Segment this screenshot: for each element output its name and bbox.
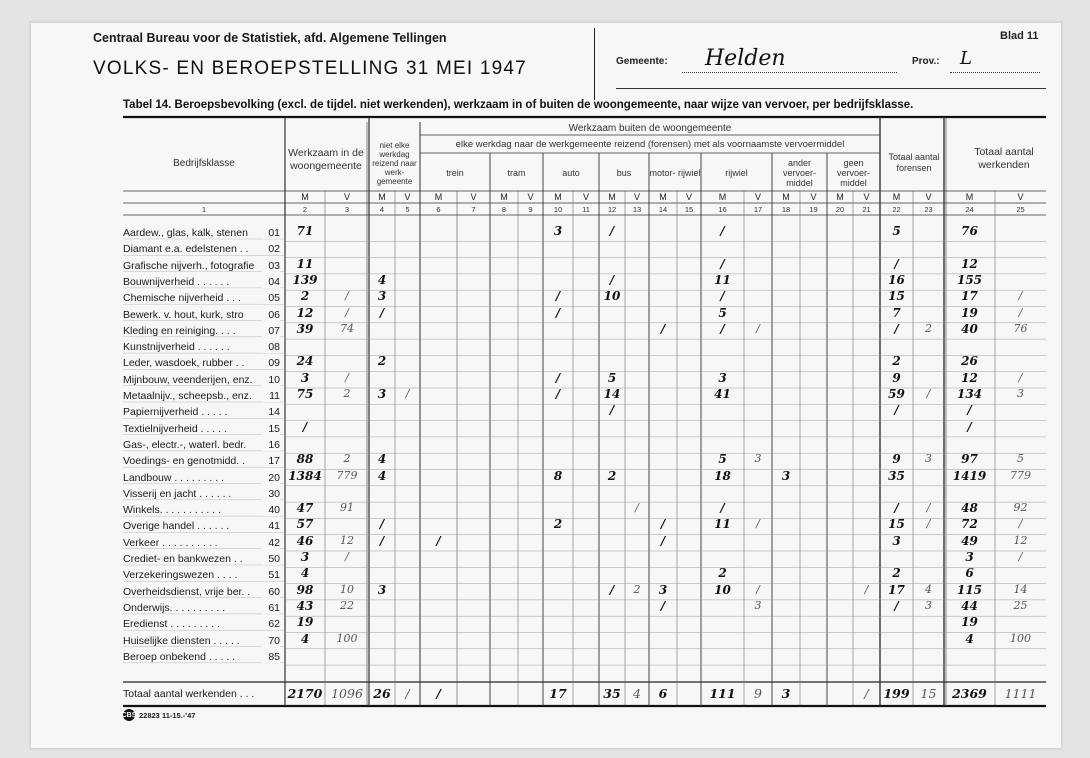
sex-label-v: V <box>685 192 692 202</box>
row-label: Huiselijke diensten . . . . . <box>123 634 240 647</box>
table-cell-value: / <box>926 517 931 531</box>
sex-label-m: M <box>718 192 727 202</box>
row-code: 51 <box>262 569 280 581</box>
total-cell-value: / <box>405 686 410 701</box>
row-code: 04 <box>262 276 280 288</box>
table-cell-value: 11 <box>296 256 314 271</box>
table-cell-value: 5 <box>718 305 727 320</box>
header-trein: trein <box>446 168 464 178</box>
total-cell-value: 1096 <box>331 686 363 701</box>
table-cell-value: / <box>345 550 349 563</box>
row-code: 07 <box>262 325 280 337</box>
table-cell-value: / <box>720 321 725 336</box>
sex-label-v: V <box>810 192 817 202</box>
row-label: Visserij en jacht . . . . . . <box>123 487 232 500</box>
row-label: Verkeer . . . . . . . . . . <box>123 536 218 549</box>
table-title: Tabel 14. Beroepsbevolking (excl. de tijdel. niet werkenden), werkzaam in of buiten de woongemeente, naar wijze van vervoer, per bedrijfsklasse. <box>123 99 914 111</box>
gemeente-label: Gemeente: <box>616 56 668 67</box>
sex-label-m: M <box>659 192 667 202</box>
row-label: Chemische nijverheid . . . <box>123 292 241 305</box>
table-cell-value: / <box>660 533 666 548</box>
row-code: 20 <box>262 472 280 484</box>
table-cell-value: / <box>894 256 899 271</box>
table-cell-value: 3 <box>754 598 762 612</box>
row-code: 70 <box>262 635 280 647</box>
table-cell-value: / <box>1018 289 1023 303</box>
total-cell-value: 17 <box>549 686 567 701</box>
sex-label-v: V <box>1017 192 1024 202</box>
row-label: Crediet- en bankwezen . . <box>123 553 243 565</box>
table-cell-value: / <box>302 419 308 434</box>
table-cell-value: / <box>894 598 899 613</box>
table-cell-value: 40 <box>961 321 978 336</box>
table-cell-value: 12 <box>961 370 978 385</box>
table-cell-value: 88 <box>296 452 314 467</box>
total-cell-value: / <box>436 686 441 701</box>
total-cell-value: 6 <box>658 686 668 701</box>
table-cell-value: 2 <box>553 517 563 532</box>
table-cell-value: 10 <box>340 582 354 596</box>
row-label: Onderwijs. . . . . . . . . . <box>123 601 226 614</box>
table-cell-value: / <box>609 224 615 238</box>
row-code: 16 <box>262 439 280 451</box>
table-cell-value: 3 <box>925 452 932 466</box>
row-label: Kleding en reiniging. . . . <box>123 324 236 337</box>
row-label: Textielnijverheid . . . . . <box>123 422 227 435</box>
table-cell-value: 59 <box>888 387 905 401</box>
table-cell-value: 6 <box>965 566 974 581</box>
table-cell-value: 72 <box>961 517 978 532</box>
row-label: Papiernijverheid . . . . . <box>123 406 228 419</box>
table-cell-value: / <box>379 517 385 532</box>
table-cell-value: / <box>405 387 410 400</box>
column-number: 11 <box>582 205 590 214</box>
table-cell-value: 8 <box>553 468 563 483</box>
table-cell-value: 92 <box>1013 501 1028 515</box>
row-label: Overheidsdienst, vrije ber. . <box>123 585 251 598</box>
table-cell-value: 25 <box>1013 598 1028 612</box>
table-cell-value: / <box>555 289 561 304</box>
table-cell-value: 39 <box>296 321 314 336</box>
table-cell-value: / <box>967 419 972 434</box>
cbs-logo-icon: CBS <box>123 709 135 721</box>
table-cell-value: / <box>720 224 725 238</box>
table-cell-value: / <box>345 289 349 303</box>
row-label: Bewerk. v. hout, kurk, stro <box>123 308 244 321</box>
row-label: Landbouw . . . . . . . . . <box>123 471 224 484</box>
header-bedrijfsklasse: Bedrijfsklasse <box>173 158 235 169</box>
table-cell-value: 46 <box>296 533 314 548</box>
table-cell-value: 98 <box>296 582 314 597</box>
column-number: 21 <box>862 205 871 214</box>
table-cell-value: 4 <box>300 566 310 581</box>
table-cell-value: 3 <box>781 468 791 483</box>
sex-label-v: V <box>343 192 350 202</box>
column-number: 3 <box>344 205 350 214</box>
table-cell-value: 4 <box>377 468 387 483</box>
sex-label-v: V <box>754 192 761 202</box>
sex-label-v: V <box>470 192 477 202</box>
table-cell-value: / <box>609 403 615 418</box>
column-number: 24 <box>965 205 974 214</box>
form-footer <box>123 709 195 721</box>
column-number: 25 <box>1016 205 1025 214</box>
total-cell-value: 35 <box>603 686 621 701</box>
row-label: Mijnbouw, veenderijen, enz. <box>123 373 253 386</box>
row-code: 42 <box>262 537 280 549</box>
table-cell-value: 91 <box>340 501 354 515</box>
column-number: 6 <box>436 205 441 214</box>
table-cell-value: 3 <box>377 582 387 597</box>
row-label: Gas-, electr.-, waterl. bedr. <box>123 438 247 451</box>
header-auto: auto <box>562 168 580 178</box>
table-cell-value: 75 <box>296 387 314 401</box>
table-cell-value: / <box>756 517 760 531</box>
row-code: 01 <box>262 227 280 239</box>
table-cell-value: 41 <box>714 387 731 401</box>
table-cell-value: 18 <box>714 468 731 483</box>
header-geen-vervoermiddel: geen vervoer- middel <box>836 158 870 188</box>
table-cell-value: / <box>660 598 666 613</box>
table-cell-value: 2 <box>607 468 617 483</box>
table-cell-value: 2 <box>892 566 901 581</box>
table-cell-value: / <box>379 305 385 320</box>
table-cell-value: 5 <box>718 452 727 467</box>
table-cell-value: 44 <box>961 598 978 613</box>
row-label: Metaalnijv., scheepsb., enz. <box>123 390 252 402</box>
table-cell-value: / <box>720 501 725 516</box>
row-code: 09 <box>262 357 280 369</box>
row-label: Bouwnijverheid . . . . . . <box>123 275 230 288</box>
column-number: 7 <box>471 205 476 214</box>
table-cell-value: / <box>379 533 385 548</box>
prov-label: Prov.: <box>912 56 940 67</box>
table-cell-value: 43 <box>296 598 314 613</box>
total-cell-value: 15 <box>920 686 937 701</box>
table-cell-value: 9 <box>892 370 901 385</box>
header-bus: bus <box>616 168 632 178</box>
table-cell-value: / <box>756 582 760 596</box>
row-code: 08 <box>262 341 280 353</box>
table-cell-value: 2 <box>718 566 727 581</box>
table-cell-value: / <box>720 289 725 304</box>
column-number: 17 <box>753 205 763 214</box>
table-cell-value: 3 <box>718 370 727 385</box>
table-cell-value: 2 <box>892 354 901 369</box>
column-number: 4 <box>379 205 385 214</box>
total-cell-value: 111 <box>709 686 736 701</box>
column-number: 8 <box>501 205 507 214</box>
table-cell-value: 17 <box>888 582 905 597</box>
table-cell-value: / <box>894 403 899 418</box>
table-cell-value: 9 <box>892 452 901 467</box>
row-code: 02 <box>262 243 280 255</box>
table-cell-value: / <box>720 256 725 271</box>
table-cell-value: 19 <box>961 615 978 630</box>
sheet-number: Blad 11 <box>1000 30 1039 42</box>
row-code: 41 <box>262 520 280 532</box>
total-cell-value: 26 <box>373 686 391 701</box>
row-code: 85 <box>262 651 280 663</box>
sex-label-v: V <box>925 192 932 202</box>
table-cell-value: 74 <box>340 321 354 335</box>
table-cell-value: 1384 <box>288 468 322 483</box>
table-cell-value: 5 <box>892 224 901 238</box>
sex-label-m: M <box>965 192 974 202</box>
sex-label-v: V <box>404 192 411 202</box>
table-cell-value: 4 <box>377 272 387 287</box>
table-cell-value: / <box>345 370 349 384</box>
column-number: 5 <box>405 205 410 214</box>
table-cell-value: / <box>864 582 869 596</box>
header-totaal-forensen: Totaal aantal forensen <box>888 152 940 173</box>
sex-label-m: M <box>500 192 508 202</box>
table-cell-value: / <box>894 501 899 516</box>
table-cell-value: / <box>967 403 972 418</box>
gemeente-value: Helden <box>705 46 786 71</box>
table-cell-value: 3 <box>1017 387 1024 400</box>
row-code: 50 <box>262 553 280 565</box>
table-cell-value: 4 <box>925 582 932 596</box>
total-cell-value: 4 <box>633 686 641 701</box>
table-cell-value: 115 <box>956 582 983 597</box>
table-cell-value: 22 <box>340 598 354 612</box>
row-label: Verzekeringswezen . . . . <box>123 569 238 582</box>
table-cell-value: 12 <box>340 533 354 547</box>
table-cell-value: 134 <box>956 387 983 401</box>
sex-label-v: V <box>633 192 640 202</box>
table-cell-value: 4 <box>965 631 974 646</box>
print-code: 22823 11-15.-'47 <box>139 710 196 720</box>
table-cell-value: 2 <box>633 582 641 596</box>
table-cell-value: 7 <box>892 305 901 320</box>
row-label: Leder, wasdoek, rubber . . <box>123 357 245 370</box>
table-cell-value: 3 <box>892 533 901 548</box>
row-label: Eredienst . . . . . . . . . <box>123 618 220 631</box>
table-cell-value: 26 <box>961 354 978 369</box>
table-cell-value: / <box>436 533 441 548</box>
table-cell-value: 139 <box>292 272 318 287</box>
table-cell-value: 10 <box>603 289 621 304</box>
table-cell-value: 11 <box>714 517 731 532</box>
table-cell-value: / <box>555 370 561 385</box>
total-cell-value: 3 <box>781 686 791 701</box>
row-code: 60 <box>262 586 280 598</box>
row-code: 03 <box>262 260 280 272</box>
table-cell-value: 779 <box>1010 468 1031 482</box>
total-cell-value: 2369 <box>952 686 987 701</box>
table-cell-value: 14 <box>1013 582 1028 596</box>
sex-label-m: M <box>434 192 443 202</box>
column-number: 10 <box>553 205 563 214</box>
column-number: 14 <box>658 205 668 214</box>
column-number: 12 <box>607 205 617 214</box>
table-cell-value: 12 <box>296 305 314 320</box>
sex-label-v: V <box>582 192 589 202</box>
table-cell-value: 76 <box>961 224 978 238</box>
organization-name: Centraal Bureau voor de Statistiek, afd. Algemene Tellingen <box>93 31 447 45</box>
table-cell-value: / <box>756 321 760 335</box>
table-cell-value: 3 <box>658 582 668 597</box>
table-cell-value: 155 <box>956 272 983 287</box>
row-label: Grafische nijverh., fotografie <box>123 259 255 272</box>
table-cell-value: / <box>1018 550 1023 563</box>
row-code: 30 <box>262 488 280 500</box>
header-werkzaam-buiten: Werkzaam buiten de woongemeente <box>568 122 732 134</box>
table-cell-value: 97 <box>961 452 978 467</box>
column-number: 9 <box>528 205 533 214</box>
table-cell-value: 24 <box>296 354 314 369</box>
table-cell-value: / <box>1018 517 1023 531</box>
table-cell-value: 19 <box>296 615 314 630</box>
column-number: 2 <box>302 205 308 214</box>
table-cell-value: 3 <box>377 289 387 304</box>
row-code: 62 <box>262 618 280 630</box>
table-cell-value: 17 <box>961 289 978 304</box>
table-cell-value: 100 <box>336 631 358 645</box>
column-number: 23 <box>924 205 933 214</box>
table-cell-value: 12 <box>1013 533 1028 547</box>
table-cell-value: 2 <box>343 452 351 466</box>
row-label: Aardew., glas, kalk, stenen <box>123 227 248 239</box>
sex-label-v: V <box>863 192 870 202</box>
total-cell-value: 9 <box>754 686 762 701</box>
row-code: 06 <box>262 309 280 321</box>
table-cell-value: 100 <box>1010 631 1031 645</box>
table-cell-value: / <box>1018 305 1023 319</box>
total-row-label: Totaal aantal werkenden . . . <box>123 688 255 700</box>
header-totaal-werkenden: Totaal aantal werkenden <box>974 146 1034 171</box>
table-cell-value: / <box>926 501 931 515</box>
table-cell-value: 5 <box>1017 452 1024 466</box>
table-cell-value: 3 <box>300 370 310 385</box>
table-cell-value: 15 <box>888 517 905 532</box>
header-motorrijwiel: motor- rijwiel <box>649 168 701 178</box>
total-cell-value: / <box>864 686 869 701</box>
sex-label-m: M <box>608 192 616 202</box>
table-cell-value: 48 <box>961 501 978 516</box>
table-cell-value: 2 <box>925 321 932 335</box>
row-code: 14 <box>262 406 280 418</box>
table-cell-value: 3 <box>965 550 974 564</box>
row-label: Winkels. . . . . . . . . . . <box>123 504 222 517</box>
sex-label-m: M <box>378 192 386 202</box>
row-code: 17 <box>262 455 280 467</box>
total-cell-value: 199 <box>883 686 910 701</box>
table-cell-value: 16 <box>888 272 905 287</box>
row-code: 10 <box>262 374 280 386</box>
table-cell-value: / <box>555 387 561 401</box>
sex-label-m: M <box>782 192 790 202</box>
table-cell-value: 57 <box>296 517 314 532</box>
table-cell-value: / <box>660 517 666 532</box>
sex-label-m: M <box>301 192 309 202</box>
table-cell-value: / <box>894 321 899 336</box>
table-cell-value: 11 <box>714 272 731 287</box>
table-cell-value: 49 <box>961 533 978 548</box>
header-ander-vervoermiddel: ander vervoer- middel <box>782 158 816 188</box>
table-cell-value: 76 <box>1013 321 1028 335</box>
table-cell-value: 3 <box>925 598 932 612</box>
header-niet-elke-werkdag: niet elke werkdag reizend naar werk- gemeente <box>372 140 417 186</box>
table-cell-value: 3 <box>553 224 563 238</box>
table-cell-value: / <box>609 272 615 287</box>
header-elke-werkdag: elke werkdag naar de werkgemeente reizend (forensen) met als voornaamste vervoermiddel <box>455 139 845 150</box>
table-cell-value: / <box>345 305 349 319</box>
sex-label-m: M <box>892 192 901 202</box>
table-cell-value: 15 <box>888 289 905 304</box>
table-cell-value: 3 <box>377 387 387 401</box>
table-cell-value: 3 <box>300 550 310 564</box>
table-cell-value: 2 <box>377 354 387 369</box>
table-cell-value: / <box>1018 370 1023 384</box>
row-label: Beroep onbekend . . . . . <box>123 650 236 663</box>
column-number: 22 <box>892 205 901 214</box>
prov-value: L <box>960 48 972 69</box>
row-label: Voedings- en genotmidd. . <box>123 455 246 468</box>
table-cell-value: 10 <box>714 582 731 597</box>
table-cell-value: / <box>926 387 931 400</box>
row-label: Kunstnijverheid . . . . . . <box>123 341 230 354</box>
header-woongemeente: Werkzaam in de woongemeente <box>288 147 364 172</box>
header-tram: tram <box>507 168 526 178</box>
column-number: 15 <box>684 205 694 214</box>
row-label: Diamant e.a. edelstenen . . <box>123 243 249 256</box>
table-cell-value: 14 <box>603 387 621 401</box>
table-cell-value: 12 <box>961 256 978 271</box>
table-cell-value: 35 <box>888 468 905 483</box>
table-cell-value: 1419 <box>952 468 987 483</box>
sex-label-v: V <box>527 192 534 202</box>
row-code: 05 <box>262 292 280 304</box>
row-label: Overige handel . . . . . . <box>123 520 230 533</box>
column-number: 18 <box>781 205 791 214</box>
table-cell-value: / <box>555 305 561 320</box>
row-code: 11 <box>262 390 280 402</box>
table-cell-value: 4 <box>300 631 310 646</box>
column-number: 13 <box>632 205 642 214</box>
table-cell-value: / <box>609 582 615 597</box>
header-rijwiel: rijwiel <box>725 168 748 178</box>
table-cell-value: 2 <box>300 289 310 304</box>
table-cell-value: 71 <box>296 224 314 238</box>
total-cell-value: 2170 <box>287 686 323 701</box>
column-number: 20 <box>835 205 845 214</box>
form-title: VOLKS- EN BEROEPSTELLING 31 MEI 1947 <box>93 58 527 79</box>
table-cell-value: 47 <box>296 501 314 516</box>
table-cell-value: 4 <box>377 452 387 467</box>
table-cell-value: / <box>660 321 666 336</box>
table-cell-value: 19 <box>961 305 978 320</box>
column-number: 19 <box>809 205 818 214</box>
column-number: 16 <box>718 205 727 214</box>
sex-label-m: M <box>836 192 844 202</box>
row-code: 61 <box>262 602 280 614</box>
row-code: 40 <box>262 504 280 516</box>
total-cell-value: 1111 <box>1004 686 1037 701</box>
sex-label-m: M <box>554 192 562 202</box>
table-cell-value: 779 <box>336 468 358 482</box>
table-cell-value: 3 <box>754 452 762 466</box>
column-number: 1 <box>201 205 207 214</box>
table-cell-value: / <box>635 501 639 515</box>
table-cell-value: 2 <box>343 387 351 400</box>
row-code: 15 <box>262 423 280 435</box>
table-cell-value: 5 <box>607 370 617 385</box>
